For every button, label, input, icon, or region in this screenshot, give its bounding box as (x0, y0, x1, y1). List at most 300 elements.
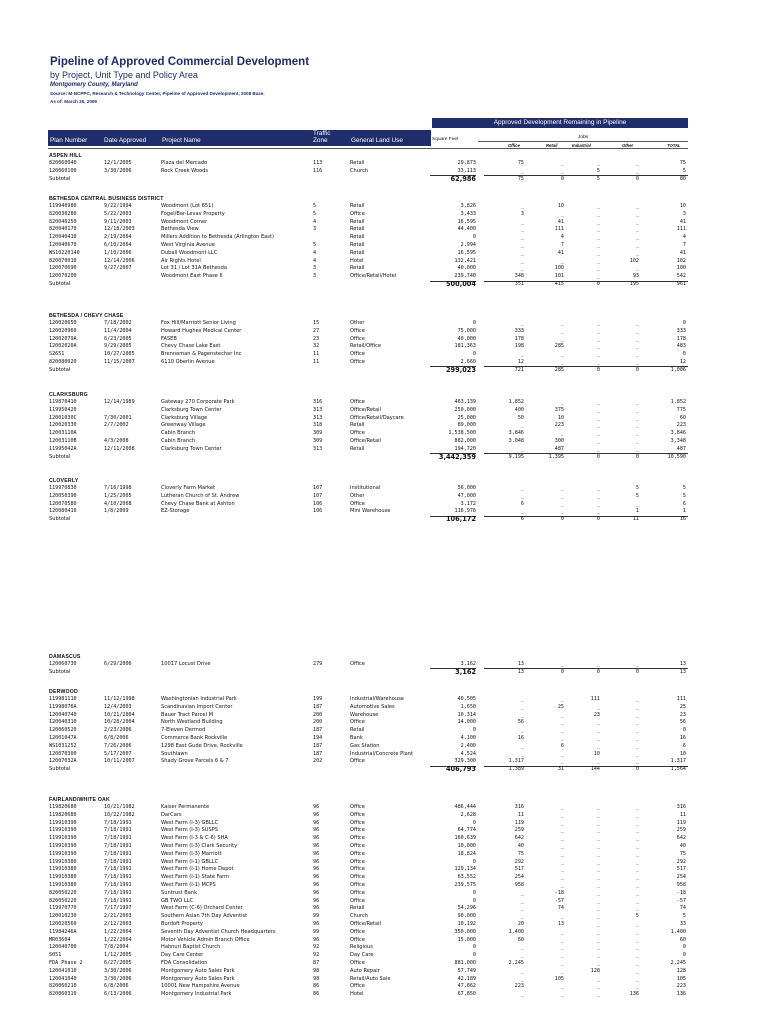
square-feet-cell: 0 (472, 858, 476, 865)
plan-number-cell: 120040670 (49, 242, 77, 248)
table-row (0, 211, 768, 218)
plan-number-cell: 120070580 (49, 500, 77, 507)
project-name-cell: Fogel/Bar-Levav Property (161, 210, 225, 217)
report-as-of: As of: March 26, 2009 (50, 99, 97, 104)
total-jobs-cell: 254 (676, 874, 686, 881)
date-approved-cell: 6/13/2006 (104, 991, 132, 998)
traffic-zone-cell: 316 (313, 399, 323, 405)
office-jobs-cell: 1,852 (508, 399, 524, 405)
land-use-cell: Office (350, 960, 365, 966)
plan-number-cell: 11998076A (49, 703, 77, 710)
subtotal-cell: 351 (514, 281, 524, 287)
other-jobs-cell: 5 (635, 913, 639, 920)
col-total: TOTAL (667, 143, 681, 148)
retail-jobs-cell: _ (560, 335, 564, 342)
industrial-jobs-cell: _ (596, 735, 600, 741)
date-approved-cell: 6/10/2004 (104, 242, 132, 248)
col-square-feet: Square Feet (432, 137, 459, 142)
retail-jobs-cell: _ (560, 351, 564, 358)
total-jobs-cell: 333 (676, 327, 686, 334)
office-jobs-cell: 333 (514, 327, 524, 334)
project-name-cell: Scandinavian Import Center (161, 703, 233, 710)
table-row (0, 835, 768, 842)
subtotal-cell: 3,162 (455, 668, 476, 676)
date-approved-cell: 7/18/1991 (104, 874, 132, 881)
subtotal-cell: 6 (520, 516, 524, 523)
traffic-zone-cell: 32 (313, 343, 320, 350)
industrial-jobs-cell: _ (596, 210, 600, 217)
date-approved-cell: 5/17/2007 (104, 750, 132, 757)
subtotal-cell: 144 (590, 766, 600, 773)
office-jobs-cell: _ (520, 508, 524, 515)
project-name-cell: Clarksburg Village (161, 414, 208, 421)
plan-number-cell: 119910390 (49, 850, 77, 857)
square-feet-cell: 3,162 (460, 661, 476, 667)
project-name-cell: West Farm (C-6) Orchard Center (161, 905, 243, 912)
industrial-jobs-cell: _ (596, 889, 600, 896)
land-use-cell: Retail (350, 160, 365, 166)
office-jobs-cell: _ (520, 727, 524, 734)
project-name-cell: West Farm (I-1) Home Depot (161, 866, 234, 873)
square-feet-cell: 40,000 (457, 265, 476, 272)
total-jobs-cell: 12 (679, 359, 686, 365)
other-jobs-cell: _ (635, 234, 639, 241)
traffic-zone-cell: 96 (313, 811, 320, 818)
project-name-cell: EZ-Storage (161, 508, 190, 515)
subtotal-cell: 415 (554, 281, 564, 287)
total-jobs-cell: 60 (679, 936, 686, 943)
header-bottom-rule (48, 148, 688, 149)
subtotal-cell: 106,172 (445, 516, 476, 524)
col-other: Other (622, 143, 634, 148)
project-name-cell: Montgomery Auto Sales Park (161, 967, 235, 974)
industrial-jobs-cell: _ (596, 273, 600, 280)
office-jobs-cell: _ (520, 750, 524, 757)
office-jobs-cell: _ (520, 445, 524, 452)
traffic-zone-cell: 96 (313, 889, 320, 896)
square-feet-cell: 75,000 (457, 327, 476, 334)
land-use-cell: Hotel (350, 991, 364, 998)
traffic-zone-cell: 23 (313, 335, 320, 342)
date-approved-cell: 4/10/2008 (104, 500, 132, 507)
retail-jobs-cell: 285 (554, 343, 564, 350)
industrial-jobs-cell: _ (596, 399, 600, 405)
total-jobs-cell: -18 (676, 889, 686, 896)
land-use-cell: Retail (350, 422, 365, 429)
retail-jobs-cell: 10 (557, 203, 564, 209)
table-row (0, 751, 768, 758)
project-name-cell: West Farm (I-1) State Farm (161, 874, 230, 881)
table-row (0, 898, 768, 905)
traffic-zone-cell: 5 (313, 210, 317, 217)
total-jobs-cell: 0 (682, 320, 686, 326)
traffic-zone-cell: 99 (313, 928, 320, 935)
plan-number-cell: 11984246A (49, 928, 77, 935)
other-jobs-cell: _ (635, 265, 639, 272)
project-name-cell: Clarksburg Town Center (161, 406, 222, 413)
land-use-cell: Day Care (350, 952, 374, 959)
office-jobs-cell: _ (520, 492, 524, 499)
traffic-zone-cell: 98 (313, 967, 320, 974)
square-feet-cell: 181,363 (454, 343, 476, 350)
col-retail: Retail (546, 143, 558, 148)
plan-number-cell: 120040740 (49, 711, 77, 718)
land-use-cell: Office (350, 335, 365, 342)
date-approved-cell: 1/22/2004 (104, 928, 132, 935)
other-jobs-cell: _ (635, 320, 639, 326)
other-jobs-cell: 1 (635, 508, 639, 515)
plan-number-cell: 119940980 (49, 203, 77, 209)
total-jobs-cell: 1 (682, 508, 686, 515)
retail-jobs-cell: 41 (557, 249, 564, 256)
project-name-cell: Air Rights Hotel (161, 257, 201, 264)
project-name-cell: Plaza del Mercado (161, 160, 208, 166)
table-row (0, 735, 768, 742)
retail-jobs-cell: 375 (554, 406, 564, 413)
retail-jobs-cell: _ (560, 952, 564, 959)
table-row (0, 258, 768, 265)
project-name-cell: 1298 East Gude Drive, Rockville (161, 742, 243, 749)
subtotal-cell: 10,590 (667, 453, 686, 460)
plan-number-cell: 120040700 (49, 944, 77, 951)
other-jobs-cell: _ (635, 735, 639, 741)
office-jobs-cell: _ (520, 703, 524, 710)
retail-jobs-cell: _ (560, 430, 564, 437)
square-feet-cell: 0 (472, 944, 476, 951)
table-row (0, 874, 768, 881)
other-jobs-cell: _ (635, 811, 639, 818)
retail-jobs-cell: _ (560, 983, 564, 990)
table-row (0, 446, 768, 453)
industrial-jobs-cell: _ (596, 249, 600, 256)
subtotal-cell: 0 (560, 668, 564, 675)
table-row (0, 422, 768, 429)
total-jobs-cell: 105 (676, 975, 686, 982)
date-approved-cell: 2/7/2002 (104, 422, 129, 429)
date-approved-cell: 12/14/2006 (104, 257, 135, 264)
square-feet-cell: 47,862 (457, 983, 476, 990)
subtotal-cell: Subtotal (49, 175, 71, 182)
traffic-zone-cell: 98 (313, 975, 320, 982)
subtotal-cell: 0 (596, 516, 600, 523)
total-jobs-cell: 5 (682, 167, 686, 174)
industrial-jobs-cell: _ (596, 804, 600, 810)
land-use-cell: Office (350, 719, 365, 726)
date-approved-cell: 10/22/1982 (104, 811, 135, 818)
office-jobs-cell: 56 (517, 719, 524, 726)
retail-jobs-cell: 7 (560, 242, 564, 248)
land-use-cell: Office (350, 889, 365, 896)
square-feet-cell: 4,524 (460, 750, 476, 757)
subtotal-cell: 1,395 (548, 453, 564, 460)
retail-jobs-cell: 100 (554, 265, 564, 272)
total-jobs-cell: 11 (679, 811, 686, 818)
industrial-jobs-cell: _ (596, 320, 600, 326)
table-row (0, 336, 768, 343)
other-jobs-cell: _ (635, 905, 639, 912)
other-jobs-cell: _ (635, 438, 639, 444)
project-name-cell: West Farm (I-3) SUSPS (161, 827, 218, 834)
other-jobs-cell: _ (635, 414, 639, 421)
plan-number-cell: 820040250 (49, 218, 77, 225)
retail-jobs-cell: _ (560, 882, 564, 888)
square-feet-cell: 2,660 (460, 359, 476, 365)
section-header: DAMASCUS (49, 654, 81, 660)
report-source: Source: M-NCPPC, Research & Technology Center, Pipeline of Approved Development, 2008 Base. (50, 91, 265, 96)
project-name-cell: Montgomery Auto Sales Park (161, 975, 235, 982)
subtotal-cell: 0 (560, 516, 564, 523)
traffic-zone-cell: 187 (313, 703, 323, 710)
industrial-jobs-cell: _ (596, 983, 600, 990)
industrial-jobs-cell: _ (596, 359, 600, 365)
table-row (0, 430, 768, 437)
land-use-cell: Office (350, 827, 365, 834)
industrial-jobs-cell: _ (596, 485, 600, 491)
other-jobs-cell: _ (635, 742, 639, 749)
project-name-cell: 10001 New Hampshire Avenue (161, 983, 240, 990)
total-jobs-cell: 7 (682, 242, 686, 248)
date-approved-cell: 10/27/2005 (104, 351, 135, 358)
table-row (0, 727, 768, 734)
plan-number-cell: 12001047A (49, 735, 77, 741)
total-jobs-cell: 41 (679, 218, 686, 225)
plan-number-cell: 119910380 (49, 866, 77, 873)
other-jobs-cell: 93 (632, 273, 639, 280)
project-name-cell: Kaiser Permanente (161, 804, 210, 810)
other-jobs-cell: _ (635, 242, 639, 248)
total-jobs-cell: 1,317 (670, 758, 686, 765)
col-date-approved: Date Approved (104, 137, 147, 144)
office-jobs-cell: _ (520, 257, 524, 264)
traffic-zone-cell: 202 (313, 758, 323, 765)
traffic-zone-cell: 113 (313, 160, 323, 166)
plan-number-cell: FDA Phase 2 (49, 960, 83, 966)
office-jobs-cell: _ (520, 234, 524, 241)
subtotal-cell: 80 (679, 175, 686, 182)
table-row (0, 661, 768, 668)
other-jobs-cell: _ (635, 210, 639, 217)
square-feet-cell: 0 (472, 727, 476, 734)
square-feet-cell: 194,720 (454, 445, 476, 452)
office-jobs-cell: 178 (514, 335, 524, 342)
traffic-zone-cell: 318 (313, 422, 323, 429)
project-name-cell: Hahnuri Baptist Church (161, 944, 221, 951)
industrial-jobs-cell: _ (596, 960, 600, 966)
plan-number-cell: WS1031252 (49, 742, 77, 749)
other-jobs-cell: _ (635, 983, 639, 990)
traffic-zone-cell: 86 (313, 991, 320, 998)
report-title: Pipeline of Approved Commercial Development (50, 56, 310, 68)
industrial-jobs-cell: _ (596, 921, 600, 927)
traffic-zone-cell: 99 (313, 913, 320, 920)
retail-jobs-cell: _ (560, 758, 564, 765)
office-jobs-cell: 3 (520, 210, 524, 217)
traffic-zone-cell: 96 (313, 850, 320, 857)
square-feet-cell: 3,172 (460, 500, 476, 507)
industrial-jobs-cell: _ (596, 905, 600, 912)
report-county: Montgomery County, Maryland (50, 82, 138, 88)
date-approved-cell: 7/18/1991 (104, 827, 132, 834)
section-header: FAIRLAND/WHITE OAK (49, 797, 110, 803)
office-jobs-cell: _ (520, 265, 524, 272)
traffic-zone-cell: 96 (313, 882, 320, 888)
square-feet-cell: 250,000 (454, 406, 476, 413)
project-name-cell: Woodmont Corner (161, 218, 208, 225)
square-feet-cell: 881,000 (454, 960, 476, 966)
retail-jobs-cell: _ (560, 727, 564, 734)
subtotal-cell: Subtotal (49, 281, 71, 287)
industrial-jobs-cell: _ (596, 827, 600, 834)
land-use-cell: Retail (350, 905, 365, 912)
office-jobs-cell: 6 (520, 500, 524, 507)
date-approved-cell: 7/18/1991 (104, 889, 132, 896)
subtotal-cell: 0 (635, 453, 639, 460)
total-jobs-cell: 75 (679, 850, 686, 857)
plan-number-cell: 820060040 (49, 160, 77, 166)
retail-jobs-cell: _ (560, 928, 564, 935)
traffic-zone-cell: 27 (313, 327, 320, 334)
total-jobs-cell: 13 (679, 661, 686, 667)
subtotal-cell: Subtotal (49, 766, 71, 773)
date-approved-cell: 2/19/2004 (104, 234, 132, 241)
land-use-cell: Office (350, 819, 365, 826)
other-jobs-cell: _ (635, 850, 639, 857)
subtotal-cell: 721 (514, 366, 524, 373)
date-approved-cell: 6/29/2006 (104, 661, 132, 667)
industrial-jobs-cell: _ (596, 703, 600, 710)
square-feet-cell: 329,300 (454, 758, 476, 765)
project-name-cell: Brenneman & Pagenstecher Inc (161, 351, 242, 358)
total-jobs-cell: 5 (682, 492, 686, 499)
traffic-zone-cell: 5 (313, 242, 317, 248)
industrial-jobs-cell: _ (596, 758, 600, 765)
subtotal-cell: 16 (679, 516, 686, 523)
traffic-zone-cell: 187 (313, 750, 323, 757)
industrial-jobs-cell: _ (596, 203, 600, 209)
traffic-zone-cell: 96 (313, 843, 320, 849)
traffic-zone-cell: 4 (313, 257, 317, 264)
industrial-jobs-cell: _ (596, 811, 600, 818)
other-jobs-cell: _ (635, 960, 639, 966)
other-jobs-cell: _ (635, 921, 639, 927)
retail-jobs-cell: _ (560, 858, 564, 865)
other-jobs-cell: _ (635, 835, 639, 842)
date-approved-cell: 7/18/1991 (104, 882, 132, 888)
office-jobs-cell: _ (520, 203, 524, 209)
office-jobs-cell: 20 (517, 921, 524, 927)
land-use-cell: Industrial/Concrete Plant (350, 750, 414, 757)
table-row (0, 890, 768, 897)
plan-number-cell: 119820680 (49, 804, 77, 810)
industrial-jobs-cell: _ (596, 913, 600, 920)
total-jobs-cell: 775 (676, 406, 686, 413)
total-jobs-cell: 128 (676, 967, 686, 974)
land-use-cell: Office (350, 897, 365, 904)
office-jobs-cell: 2,245 (508, 960, 524, 966)
land-use-cell: Office/Retail/Daycare (350, 414, 404, 421)
land-use-cell: Office (350, 835, 365, 842)
industrial-jobs-cell: _ (596, 858, 600, 865)
office-jobs-cell: 348 (514, 273, 524, 280)
industrial-jobs-cell: _ (596, 850, 600, 857)
project-name-cell: Cloverly Farm Market (161, 485, 216, 491)
date-approved-cell: 7/30/2001 (104, 414, 132, 421)
land-use-cell: Office (350, 866, 365, 873)
table-row (0, 226, 768, 233)
square-feet-cell: 239,740 (454, 273, 476, 280)
traffic-zone-cell: 96 (313, 897, 320, 904)
project-name-cell: Commerce Bank Rockville (161, 735, 228, 741)
land-use-cell: Office (350, 399, 365, 405)
office-jobs-cell: 16 (517, 735, 524, 741)
retail-jobs-cell: _ (560, 696, 564, 702)
retail-jobs-cell: -57 (554, 897, 564, 904)
date-approved-cell: 3/30/2006 (104, 975, 132, 982)
project-name-cell: West Farm (I-3) GBLLC (161, 819, 219, 826)
table-row (0, 508, 768, 515)
land-use-cell: Retail/Auto Sale (350, 975, 391, 982)
subtotal-row (0, 281, 768, 288)
plan-number-cell: 820080020 (49, 359, 77, 365)
subtotal-cell: 0 (596, 366, 600, 373)
total-jobs-cell: 316 (676, 804, 686, 810)
project-name-cell: Cabin Branch (161, 430, 196, 437)
land-use-cell: Retail/Office (350, 343, 381, 350)
date-approved-cell: 5/22/2003 (104, 210, 132, 217)
table-row (0, 866, 768, 873)
industrial-jobs-cell: _ (596, 819, 600, 826)
project-name-cell: Chevy Chase Lake East (161, 343, 221, 350)
land-use-cell: Retail (350, 445, 365, 452)
plan-number-cell: 120060730 (49, 661, 77, 667)
office-jobs-cell: 3,846 (508, 430, 524, 437)
retail-jobs-cell: _ (560, 874, 564, 881)
total-jobs-cell: 3 (682, 210, 686, 217)
plan-number-cell: S051 (49, 952, 62, 959)
land-use-cell: Retail (350, 265, 365, 272)
office-jobs-cell: _ (520, 905, 524, 912)
square-feet-cell: 16,595 (457, 249, 476, 256)
plan-number-cell: 820070010 (49, 257, 77, 264)
square-feet-cell: 0 (472, 819, 476, 826)
office-jobs-cell: 60 (517, 936, 524, 943)
retail-jobs-cell: 25 (557, 703, 564, 710)
other-jobs-cell: _ (635, 399, 639, 405)
traffic-zone-cell: 106 (313, 500, 323, 507)
date-approved-cell: 1/12/2005 (104, 952, 132, 959)
project-name-cell: Bauer Tract Parcel M (161, 711, 213, 718)
plan-number-cell: 820030280 (49, 210, 77, 217)
other-jobs-cell: _ (635, 758, 639, 765)
project-name-cell: West Virginia Avenue (161, 242, 215, 248)
industrial-jobs-cell: _ (596, 343, 600, 350)
retail-jobs-cell: 10 (557, 414, 564, 421)
project-name-cell: Millers Addition to Bethesda (Arlington East) (161, 234, 274, 241)
other-jobs-cell: _ (635, 897, 639, 904)
retail-jobs-cell: -18 (554, 889, 564, 896)
office-jobs-cell: 642 (514, 835, 524, 842)
square-feet-cell: 44,400 (457, 226, 476, 233)
table-row (0, 704, 768, 711)
project-name-cell: Chevy Chase Bank at Ashton (161, 500, 235, 507)
industrial-jobs-cell: _ (596, 874, 600, 881)
total-jobs-cell: 40 (679, 843, 686, 849)
office-jobs-cell: _ (520, 975, 524, 982)
land-use-cell: Office (350, 500, 365, 507)
plan-number-cell: 120070690 (49, 265, 77, 272)
subtotal-cell: 13 (679, 668, 686, 675)
plan-number-cell: 119981110 (49, 696, 77, 702)
